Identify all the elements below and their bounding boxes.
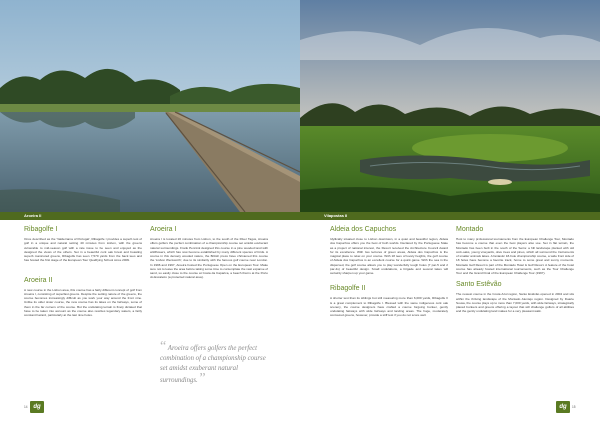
page-number-left: 14 bbox=[24, 405, 28, 409]
section-body: Once described as the 'Valderrama of Portugal', Ribagolfe I provides a superb test of golf in a unique and natural setting 40 minutes from Lisbon, with the greens vulnerable to mid-season golf with a rate issue to be seen and enjoyed as the designed the views of the others. Set in a beautiful cork oak forest and boasting superb manicured greens, Ribagolfe has seen 7,570 yards from the back tees and has hosted the first stage of the European Tour Qualifying School since 2009. bbox=[24, 237, 142, 263]
photo-caption-left: Aroeira II bbox=[24, 213, 42, 218]
section-title: Aldeia dos Capuchos bbox=[330, 226, 397, 233]
photo-golf-green-pond bbox=[300, 0, 600, 212]
section-body: Idyllically situated close to Lisbon downtown, in a quiet and beautiful region, Aldeia dos Capuchos offers you the best of both worlds. Declared by the Portuguese State as a project of national interest, the Resort received the Architecture Council Award for its excellence. With two lectures of green areas, Aldeia dos Capuchos is the magical place to relax on your course. With 18 tees of lovely heights, the golf course of Aldeia dos Capuchos is an excellent course for a quick game. With the sea in the dispersed, the golf course allows you to play wonderfully tough holes (7 par-5 and 2 par-4s) of beautiful design. Small undulations, a brigade and several lakes will certainly sharpen up your game. bbox=[330, 237, 448, 275]
photo-caption-band-right bbox=[300, 212, 600, 220]
section-title: Santo Estêvão bbox=[456, 281, 502, 289]
section-title: Ribagolfe II bbox=[330, 285, 366, 293]
section-title: Aroeira II bbox=[24, 276, 53, 284]
section-body: The newest course in the Costa Azul region, Santo Estêvão opened in 2004 and sits within the thriving landscape of the Montado Alentejo region. Designed by Duarte Sousa, the course plays up to more than 7,000 yards, with wide fairways, strategically placed bunkers and greens offering a layout that will challenge golfers of all abilities and the gently undulating land makes for a very pleasant walk. bbox=[456, 292, 574, 314]
pull-quote-text: Aroeira offers golfers the perfect combination of a championship course set amidst exuberant natural surroundings. bbox=[160, 345, 266, 384]
golf-green-pond-image bbox=[300, 0, 600, 212]
text-column-4 bbox=[456, 226, 574, 319]
boardwalk-lake-image bbox=[0, 0, 300, 212]
dg-logo-right: dg bbox=[556, 401, 570, 413]
section-title: Ribagolfe I bbox=[24, 226, 58, 233]
photo-caption-band-left bbox=[0, 212, 300, 220]
text-column-3 bbox=[330, 226, 448, 323]
section-title: Aroeira I bbox=[150, 226, 177, 233]
photo-caption-right: Vilapostas II bbox=[324, 213, 348, 218]
section-body: Aroeira I is located 20 minutes from Lisbon, to the south of the River Tagus, Aroeira offers golfers the perfect combination of a championship course set amidst exuberant natural surroundings. Frank Pennink designed this course in a pine wooded land with wildflowers, which has now become established by many different species of birds. A course in this densely wooded nature, the British press have christened this course the 'Lisbon Wentworth', due to its similarity with the famous golf course near London. In 1996 and 1997, Aroeira hosted the Portuguese Open on the European Tour. Make sure not to leave the area before taking some time to contemplate the vast expanse of sand, so easily close to the course at Costa da Caparica, a beach that is at the Porto do Escaleiro (a protected natural area). bbox=[150, 237, 268, 280]
text-column-1 bbox=[24, 226, 142, 322]
section-body: Host to many professional tournaments from the European Challenge Tour, Montado has become a course that even the best players also use. Set in flat terrain, the Montado has been built in the south of the Serra: a hill landscape planted with old cork-oaks, young vineyards, olive trees and pines, which all surround the Instruments of smaller animals lakes. A fantastic 18-hole championship course, a wide front side of 18 holes have become a favorite track, home to some great and sunny moments. Montado Golf Resort is part of the Montado Hotel & Golf Resort. A feature of the hotel course has already hosted international tournaments, such as the Tour Challenge Tour and the Grand Final of the European Challenge Tour (1997). bbox=[456, 237, 574, 275]
open-quote-icon: “ bbox=[160, 339, 167, 354]
close-quote-icon: ” bbox=[199, 371, 206, 386]
text-column-2 bbox=[150, 226, 268, 285]
section-body: A new course in the Lisbon area, this course has a fairly different concept of golf from Aroeira I, consisting of superfast greens. Despite the setting nature of the greens, the course becomes increasingly difficult as you work your way around the front nine. Unlike its older sister course, the new course has its lakes on the fairways, some of them in the far corners of the course. But the undulating terrain is finely dictated that have to be taken into account as the course also rewrites legendary waters, a fairly constant hazard, particularly at the last nine holes. bbox=[24, 287, 142, 317]
section-body: A shorter test than its siblings but still measuring more than 6,000 yards, Ribagolfe II is a great complement to Ribagolfe I. Blessed with the same indigenous cork oak scenery, the course designers have crafted a course forgoing bunker, gently undulating fairways with wide fairways and landing areas. The huge, moderately contoured greens, however, provide a stiff test if you do not score well. bbox=[330, 296, 448, 318]
page-number-right: 15 bbox=[572, 405, 576, 409]
dg-logo-left: dg bbox=[30, 401, 44, 413]
pull-quote bbox=[160, 339, 272, 386]
photo-boardwalk-lake bbox=[0, 0, 300, 212]
section-title: Montado bbox=[456, 226, 484, 233]
